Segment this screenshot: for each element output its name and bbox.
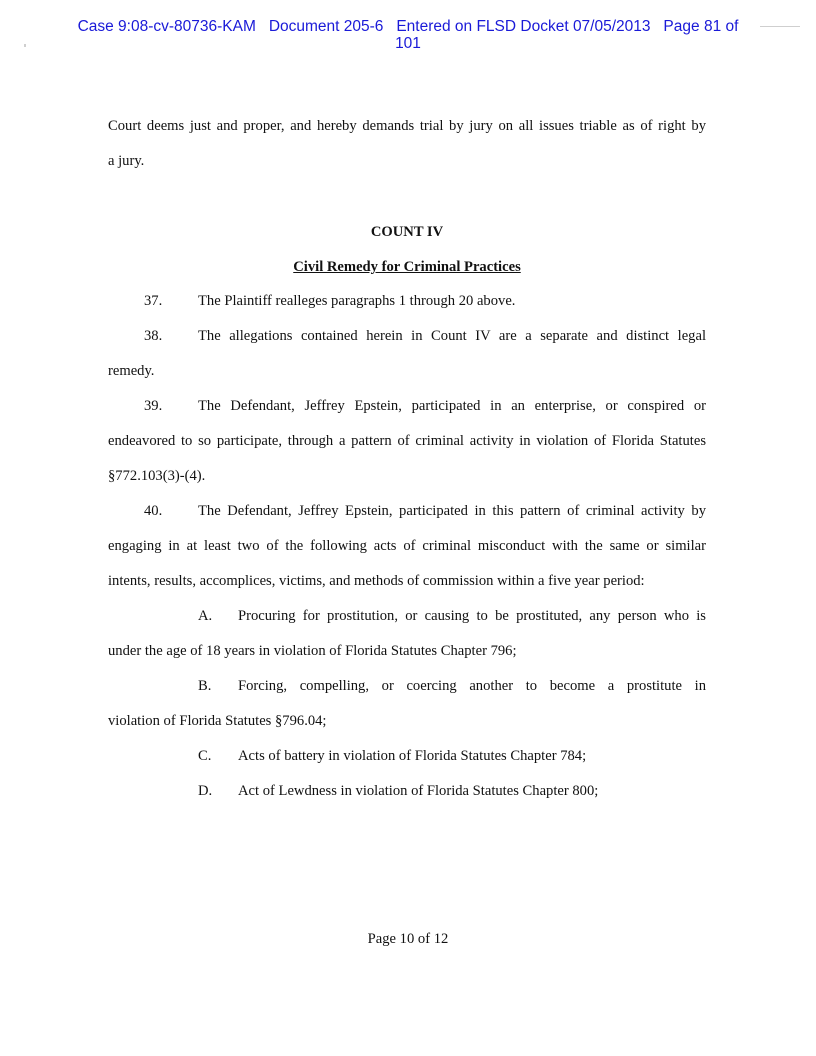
count-title: COUNT IV xyxy=(370,224,444,240)
scan-mark xyxy=(760,26,800,27)
item-d xyxy=(108,783,598,800)
scan-mark xyxy=(24,44,26,47)
paragraph-39-line-2: endeavored to so participate, through a pattern of criminal activity in violation of Florida Statutes xyxy=(108,433,706,449)
item-text: Acts of battery in violation of Florida Statutes Chapter 784; xyxy=(238,748,587,764)
paragraph-39-line-1 xyxy=(108,398,706,415)
paragraph-39-line-3: §772.103(3)-(4). xyxy=(108,468,206,484)
item-letter: D. xyxy=(198,783,213,799)
paragraph-40-line-1 xyxy=(108,503,706,520)
intro-line-2: a jury. xyxy=(108,153,145,169)
paragraph-38-line-1 xyxy=(108,328,706,345)
paragraph-number: 39. xyxy=(144,398,163,414)
paragraph-37 xyxy=(108,293,515,310)
item-letter: A. xyxy=(198,608,213,624)
item-b-line-2: violation of Florida Statutes §796.04; xyxy=(108,713,327,729)
paragraph-text: The Defendant, Jeffrey Epstein, participated in an enterprise, or conspired or xyxy=(198,398,706,414)
paragraph-text: The allegations contained herein in Count IV are a separate and distinct legal xyxy=(198,328,706,344)
paragraph-number: 37. xyxy=(144,293,163,309)
item-c xyxy=(108,748,586,765)
page-footer xyxy=(0,931,816,948)
paragraph-38-line-2: remedy. xyxy=(108,363,155,379)
paragraph-40-line-2: engaging in at least two of the following acts of criminal misconduct with the same or similar xyxy=(108,538,706,554)
page-number-label: Page 10 of 12 xyxy=(367,931,449,947)
count-subtitle: Civil Remedy for Criminal Practices xyxy=(293,259,521,275)
item-letter: C. xyxy=(198,748,212,764)
item-text: Forcing, compelling, or coercing another to become a prostitute in xyxy=(238,678,706,694)
item-text: Act of Lewdness in violation of Florida Statutes Chapter 800; xyxy=(238,783,599,799)
docket-header-line2: 101 xyxy=(395,35,421,52)
intro-line-1: Court deems just and proper, and hereby demands trial by jury on all issues triable as of right by xyxy=(108,118,706,134)
paragraph-text: The Plaintiff realleges paragraphs 1 through 20 above. xyxy=(198,293,516,309)
paragraph-text: The Defendant, Jeffrey Epstein, participated in this pattern of criminal activity by xyxy=(198,503,706,519)
item-text: Procuring for prostitution, or causing to be prostituted, any person who is xyxy=(238,608,706,624)
paragraph-40-line-3: intents, results, accomplices, victims, and methods of commission within a five year period: xyxy=(108,573,645,589)
item-b-line-1 xyxy=(108,678,706,695)
paragraph-number: 38. xyxy=(144,328,163,344)
docket-header xyxy=(0,18,816,52)
item-a-line-2: under the age of 18 years in violation of Florida Statutes Chapter 796; xyxy=(108,643,517,659)
paragraph-number: 40. xyxy=(144,503,163,519)
docket-header-line1: Case 9:08-cv-80736-KAM Document 205-6 Entered on FLSD Docket 07/05/2013 Page 81 of xyxy=(77,18,739,35)
item-a-line-1 xyxy=(108,608,706,625)
item-letter: B. xyxy=(198,678,212,694)
